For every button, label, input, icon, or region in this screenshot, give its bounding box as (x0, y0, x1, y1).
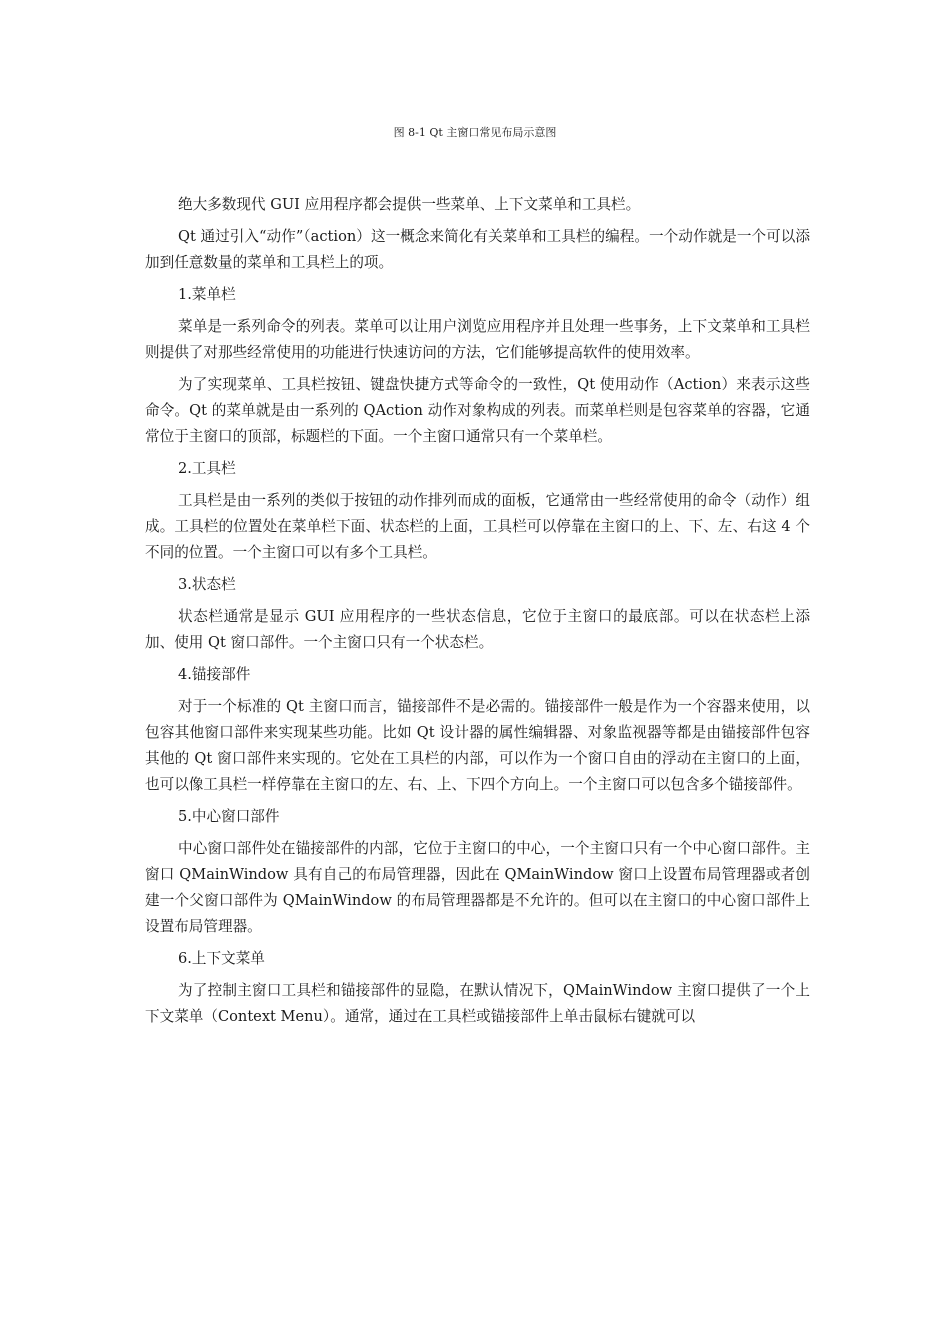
paragraph-central: 中心窗口部件处在锚接部件的内部，它位于主窗口的中心，一个主窗口只有一个中心窗口部件。主窗口 QMainWindow 具有自己的布局管理器，因此在 QMainWindow 窗口上设置布局管理器或者创建一个父窗口部件为 QMainWindow 的布局管理器都是不允许的。但可以在主窗口的中心窗口部件上设置布局管理器。 (145, 840, 810, 935)
section-heading-menubar: 1.菜单栏 (178, 286, 236, 303)
figure-caption: 图 8-1 Qt 主窗口常见布局示意图 (393, 126, 557, 139)
paragraph-menubar: 为了实现菜单、工具栏按钮、键盘快捷方式等命令的一致性，Qt 使用动作（Action）来表示这些命令。Qt 的菜单就是由一系列的 QAction 动作对象构成的列表。而菜单栏则是包容菜单的容器，它通常位于主窗口的顶部，标题栏的下面。一个主窗口通常只有一个菜单栏。 (145, 376, 810, 445)
document-body (145, 192, 810, 1036)
section-heading-dock: 4.锚接部件 (178, 666, 251, 683)
section-heading-toolbar: 2.工具栏 (178, 460, 236, 477)
section-heading-statusbar: 3.状态栏 (178, 576, 236, 593)
section-heading-central: 5.中心窗口部件 (178, 808, 280, 825)
paragraph-dock: 对于一个标准的 Qt 主窗口而言，锚接部件不是必需的。锚接部件一般是作为一个容器来使用，以包容其他窗口部件来实现某些功能。比如 Qt 设计器的属性编辑器、对象监视器等都是由锚接部件包容其他的 Qt 窗口部件来实现的。它处在工具栏的内部，可以作为一个窗口自由的浮动在主窗口的上面，也可以像工具栏一样停靠在主窗口的左、右、上、下四个方向上。一个主窗口可以包含多个锚接部件。 (145, 698, 810, 793)
paragraph-statusbar: 状态栏通常是显示 GUI 应用程序的一些状态信息，它位于主窗口的最底部。可以在状态栏上添加、使用 Qt 窗口部件。一个主窗口只有一个状态栏。 (145, 608, 810, 651)
paragraph-action: Qt 通过引入“动作”（action）这一概念来简化有关菜单和工具栏的编程。一个动作就是一个可以添加到任意数量的菜单和工具栏上的项。 (145, 228, 810, 271)
paragraph-menu: 菜单是一系列命令的列表。菜单可以让用户浏览应用程序并且处理一些事务，上下文菜单和工具栏则提供了对那些经常使用的功能进行快速访问的方法，它们能够提高软件的使用效率。 (145, 318, 810, 361)
paragraph-intro: 绝大多数现代 GUI 应用程序都会提供一些菜单、上下文菜单和工具栏。 (178, 196, 641, 213)
paragraph-toolbar: 工具栏是由一系列的类似于按钮的动作排列而成的面板，它通常由一些经常使用的命令（动作）组成。工具栏的位置处在菜单栏下面、状态栏的上面，工具栏可以停靠在主窗口的上、下、左、右这 4 个不同的位置。一个主窗口可以有多个工具栏。 (145, 492, 810, 561)
section-heading-context: 6.上下文菜单 (178, 950, 265, 967)
paragraph-context: 为了控制主窗口工具栏和锚接部件的显隐，在默认情况下，QMainWindow 主窗口提供了一个上下文菜单（Context Menu）。通常，通过在工具栏或锚接部件上单击鼠标右键就可以 (145, 982, 810, 1025)
